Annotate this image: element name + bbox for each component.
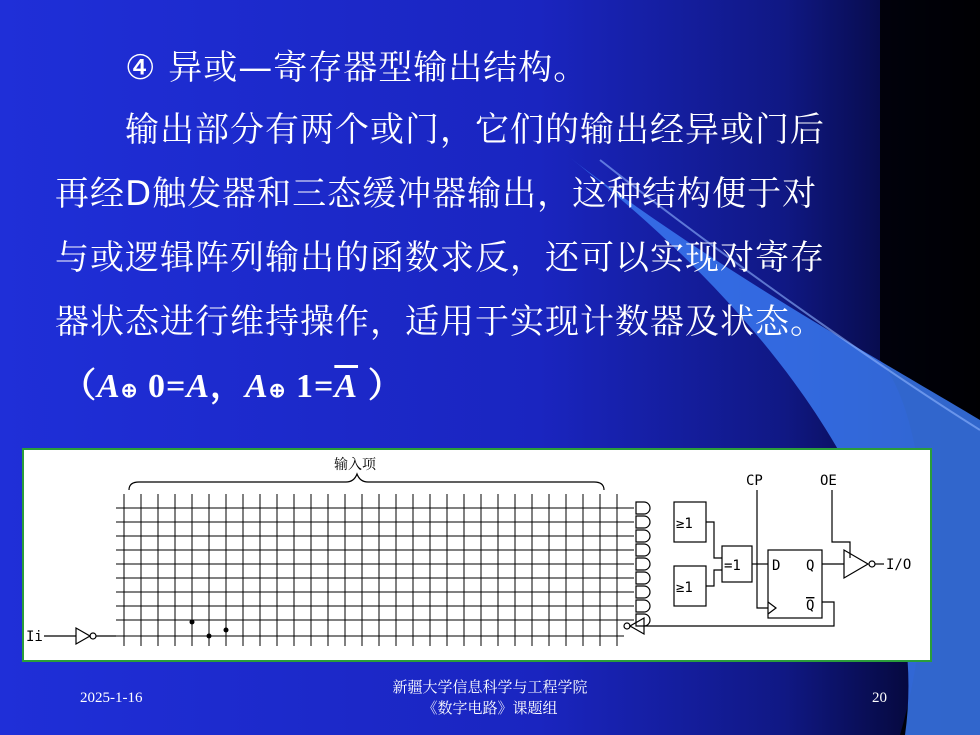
input-label: Ii xyxy=(26,629,43,645)
xor-symbol: ⊕ xyxy=(120,380,139,402)
formula-var-a: A xyxy=(245,368,269,405)
paragraph-line-2: 再经D触发器和三态缓冲器输出，这种结构便于对 xyxy=(55,174,818,214)
formula-var-a-bar: $\overline{A}$ xyxy=(334,368,359,405)
and-gate xyxy=(636,516,650,528)
or-gate-label: ≥1 xyxy=(676,580,693,596)
xor-formula xyxy=(62,358,403,407)
page-number: 20 xyxy=(872,690,887,706)
and-gate xyxy=(636,544,650,556)
xor-gate-label: =1 xyxy=(724,558,741,574)
ff-qbar-label: Q xyxy=(806,598,815,614)
paragraph-line-3: 与或逻辑阵列输出的函数求反，还可以实现对寄存 xyxy=(55,238,825,278)
footer-org-line2: 《数字电路》课题组 xyxy=(422,701,558,717)
and-gate xyxy=(636,502,650,514)
and-gate xyxy=(636,600,650,612)
connection-dot xyxy=(224,628,229,633)
formula-part: 0= xyxy=(138,368,187,405)
connection-dot xyxy=(207,634,212,639)
formula-var-a: A xyxy=(97,368,121,405)
slide-title: ④ 异或—寄存器型输出结构。 xyxy=(125,48,589,88)
ff-q-label: Q xyxy=(806,558,815,574)
formula-close-paren: ） xyxy=(368,368,404,405)
and-gate xyxy=(636,614,650,626)
circuit-diagram xyxy=(22,448,932,662)
and-gate xyxy=(636,530,650,542)
input-terms-label: 输入项 xyxy=(334,457,376,473)
circuit-schematic xyxy=(24,450,930,660)
formula-open-paren: （ xyxy=(62,368,97,405)
cp-label: CP xyxy=(746,473,763,489)
footer-organization xyxy=(340,678,640,720)
formula-part: 1= xyxy=(286,368,335,405)
and-gate xyxy=(636,558,650,570)
paragraph-line-4: 器状态进行维持操作，适用于实现计数器及状态。 xyxy=(55,302,825,342)
or-gate-label: ≥1 xyxy=(676,516,693,532)
and-gate xyxy=(636,572,650,584)
io-label: I/O xyxy=(886,557,912,573)
formula-separator: ， xyxy=(210,368,246,405)
paragraph-line-1: 输出部分有两个或门，它们的输出经异或门后 xyxy=(125,110,825,150)
footer-org-line1: 新疆大学信息科学与工程学院 xyxy=(392,680,588,696)
and-gate xyxy=(636,586,650,598)
formula-var-a: A xyxy=(186,368,211,405)
connection-dot xyxy=(190,620,195,625)
footer-date: 2025-1-16 xyxy=(80,690,143,706)
xor-symbol: ⊕ xyxy=(268,380,287,402)
ff-d-label: D xyxy=(772,558,781,574)
oe-label: OE xyxy=(820,473,837,489)
